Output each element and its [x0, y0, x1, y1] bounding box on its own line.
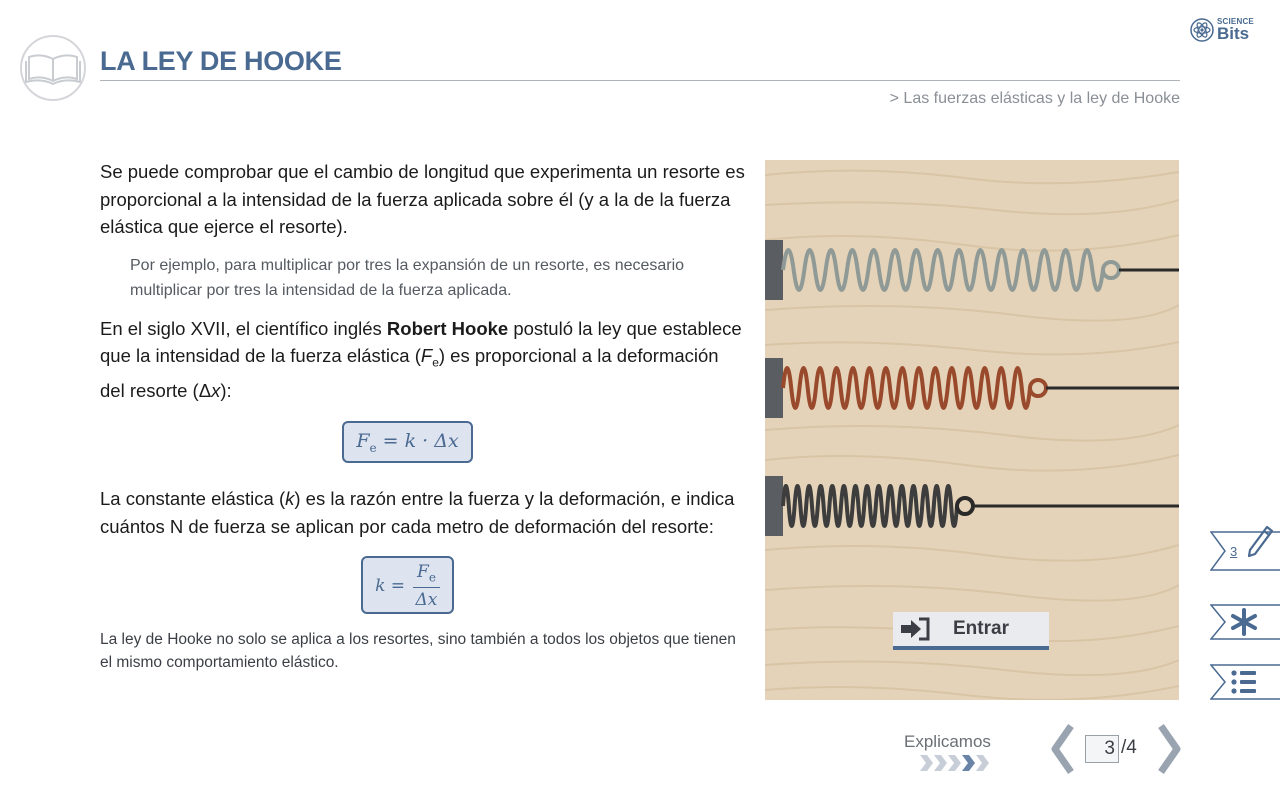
glossary-tab[interactable] [1210, 604, 1280, 640]
logo-small-text: SCIENCE [1217, 17, 1254, 26]
breadcrumb[interactable]: > Las fuerzas elásticas y la ley de Hooke [889, 90, 1180, 107]
paragraph-constant: La constante elástica (k) es la razón entre la fuerza y la deformación, e indica cuántos N de fuerza se aplican por cada metro de deformación del resorte: [100, 488, 735, 537]
spring-coil [783, 250, 1103, 290]
constant-formula: k = $\frac{F_e}{\Delta x}$ [361, 556, 454, 613]
spring-wall [765, 358, 783, 418]
notes-tab[interactable] [1210, 531, 1280, 571]
notes-count: 3 [1230, 544, 1238, 559]
index-tab[interactable] [1210, 664, 1280, 700]
paragraph-hooke: En el siglo XVII, el científico inglés Robert Hooke postuló la ley que establece que la intensidad de la fuerza elástica $(F_e)$ es proporcional a la deformación del resorte (Δx): [100, 317, 742, 402]
pencil-icon [1246, 525, 1274, 559]
prev-page-icon[interactable] [1049, 724, 1077, 774]
spring-hook [957, 498, 973, 514]
progress-step [920, 755, 933, 771]
page-title: LA LEY DE HOOKE [100, 46, 342, 76]
hooke-formula: $F_e = k \cdot \Delta x$ [342, 421, 472, 464]
robert-hooke-name: Robert Hooke [386, 317, 509, 339]
progress-step [976, 755, 989, 771]
logo-big-text: Bits [1217, 24, 1250, 43]
next-page-icon[interactable] [1155, 724, 1183, 774]
spring-hook [1103, 262, 1119, 278]
asterisk-icon [1229, 607, 1259, 637]
spring-coil [783, 368, 1030, 408]
springs-interactive[interactable] [765, 160, 1179, 700]
enter-label: Entrar [953, 618, 1009, 639]
section-label: Explicamos [904, 732, 991, 751]
book-button[interactable] [20, 35, 86, 101]
spring-wall [765, 240, 783, 300]
open-book-icon [25, 51, 81, 85]
progress-step [948, 755, 961, 771]
section-progress [920, 755, 989, 771]
list-icon [1230, 668, 1258, 696]
enter-button[interactable] [893, 612, 1049, 650]
title-divider [100, 80, 1180, 81]
main-content [100, 158, 745, 674]
spring-hook [1030, 380, 1046, 396]
science-bits-logo [1189, 14, 1261, 46]
progress-step [934, 755, 947, 771]
paragraph-intro: Se puede comprobar que el cambio de longitud que experimenta un resorte es proporcional a la intensidad de la fuerza aplicada sobre él (y a la de la fuerza elástica que ejerce el resorte). [100, 161, 745, 237]
current-page-input[interactable]: 3 [1085, 735, 1119, 763]
sign-in-icon [899, 617, 931, 641]
spring-coil [783, 486, 957, 526]
spring-wall [765, 476, 783, 536]
paragraph-note-small: La ley de Hooke no solo se aplica a los resortes, sino también a todos los objetos que tienen el mismo comportamiento elástico. [100, 630, 736, 671]
progress-step [962, 755, 975, 771]
atom-icon [1189, 17, 1215, 43]
page-total: /4 [1121, 737, 1137, 758]
paragraph-example: Por ejemplo, para multiplicar por tres la expansión de un resorte, es necesario multiplicar por tres la intensidad de la fuerza aplicada. [130, 256, 685, 299]
